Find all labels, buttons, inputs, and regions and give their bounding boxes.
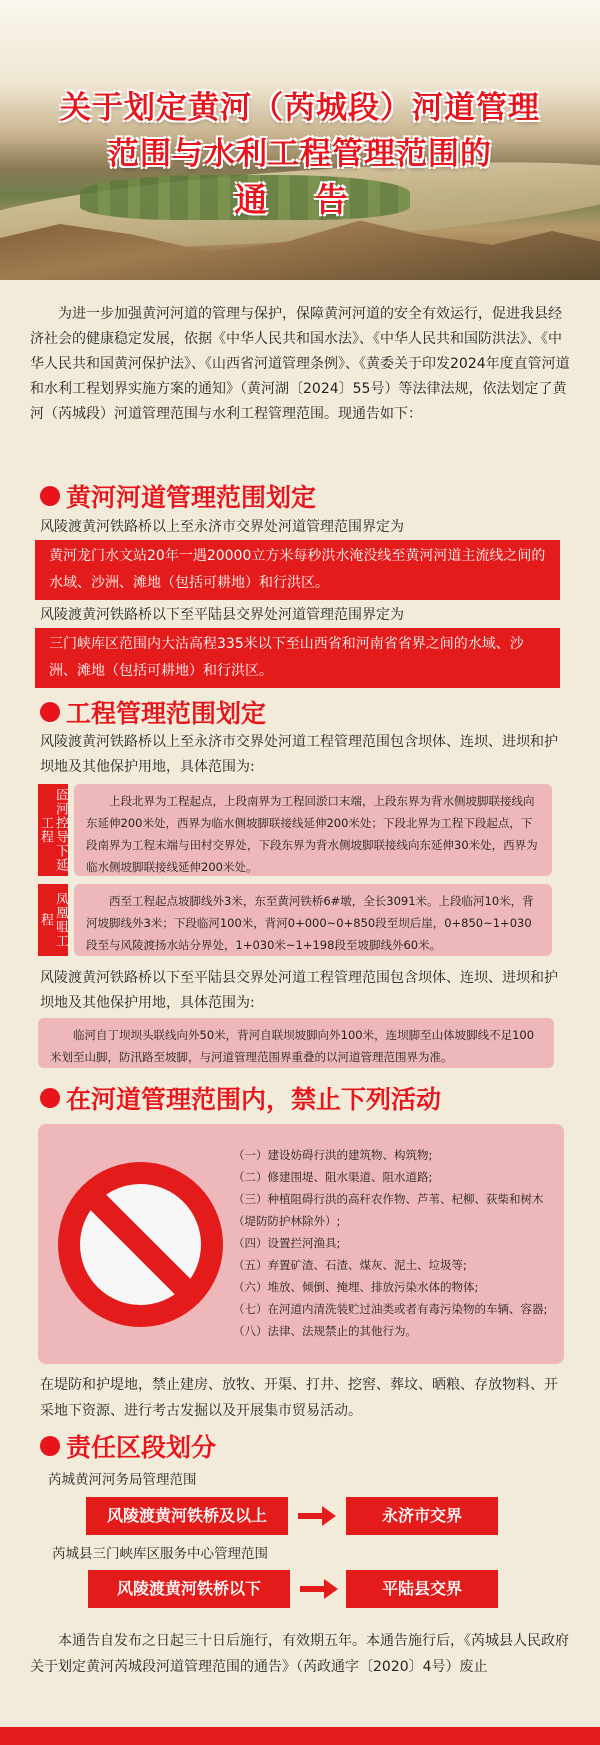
prohibition-icon xyxy=(58,1162,223,1327)
fenghuangzui-project-text: 西至工程起点坡脚线外3米，东至黄河铁桥6#墩，全长3091米。上段临河10米，背河坡脚线外3米；下段临河100米，背河0+000~0+850段至坝后崖，0+850~1+030段至与风陵渡扬水站分界处，1+030米~1+198段至坡脚线外60米。 xyxy=(74,884,552,956)
responsibility-label2: 芮城县三门峡库区服务中心管理范围 xyxy=(52,1546,268,1562)
list-item: （二）修建围堤、阻水渠道、阻水道路; xyxy=(233,1170,433,1184)
hehe-project-text: 上段北界为工程起点，上段南界为工程回淤口末端，上段东界为背水侧坡脚联接线向东延伸200米处，西界为临水侧坡脚联接线延伸200米处；下段北界为工程下段起点，下段南界为工程末端与田村交界处，下段东界为背水侧坡脚联接线向东延伸30米处，西界为临水侧坡脚联接线延伸200米处。 xyxy=(74,784,552,876)
section1-heading xyxy=(40,478,316,514)
list-item: （三）种植阻碍行洪的高秆农作物、芦苇、杞柳、荻柴和树木（堤防防护林除外）; xyxy=(233,1192,544,1228)
section4-heading xyxy=(40,1428,216,1464)
section2-heading xyxy=(40,694,266,730)
list-item: （一）建设妨碍行洪的建筑物、构筑物; xyxy=(233,1148,433,1162)
list-item: （五）弃置矿渣、石渣、煤灰、泥土、垃圾等; xyxy=(233,1258,467,1272)
header-banner xyxy=(0,0,600,280)
flow-to2: 平陆县交界 xyxy=(346,1570,498,1608)
list-item: （四）设置拦河渔具; xyxy=(233,1236,341,1250)
tag-hehe: 匼河控导下延工程 xyxy=(38,784,68,876)
red-dot-icon xyxy=(40,1088,60,1108)
page-title-line2: 范围与水利工程管理范围的 xyxy=(108,136,492,172)
red-dot-icon xyxy=(40,702,60,722)
list-item: （六）堆放、倾倒、掩埋、排放污染水体的物体; xyxy=(233,1280,479,1294)
section3-title: 在河道管理范围内，禁止下列活动 xyxy=(66,1085,442,1114)
lower-section-text: 临河自丁坝坝头联线向外50米，背河自联坝坡脚向外100米，连坝脚至山体坡脚线不足100米划至山脚，防汛路至坡脚，与河道管理范围界重叠的以河道管理范围界为准。 xyxy=(38,1018,554,1068)
section1-sub1: 风陵渡黄河铁路桥以上至永济市交界处河道管理范围界定为 xyxy=(40,519,404,535)
section4-title: 责任区段划分 xyxy=(66,1433,217,1462)
section1-box1: 黄河龙门水文站20年一遇20000立方米每秒洪水淹没线至黄河河道主流线之间的水域、沙洲、滩地（包括可耕地）和行洪区。 xyxy=(35,540,560,600)
responsibility-label1: 芮城黄河河务局管理范围 xyxy=(48,1472,197,1488)
prohibited-activities-list xyxy=(233,1144,553,1342)
closing-paragraph: 本通告自发布之日起三十日后施行，有效期五年。本通告施行后，《芮城县人民政府关于划定黄河芮城段河道管理范围的通告》（芮政通字〔2020〕4号）废止 xyxy=(30,1633,569,1675)
section1-box2: 三门峡库区范围内大沽高程335米以下至山西省和河南省省界之间的水域、沙洲、滩地（包括可耕地）和行洪区。 xyxy=(35,628,560,688)
section2-sub1: 风陵渡黄河铁路桥以上至永济市交界处河道工程管理范围包含坝体、连坝、进坝和护坝地及其他保护用地，具体范围为: xyxy=(40,734,558,775)
section2-sub2: 风陵渡黄河铁路桥以下至平陆县交界处河道工程管理范围包含坝体、连坝、进坝和护坝地及其他保护用地，具体范围为: xyxy=(40,970,558,1011)
right-arrow-icon xyxy=(300,1586,328,1592)
flow-from2: 风陵渡黄河铁桥以下 xyxy=(88,1570,290,1608)
tag-fenghuangzui: 凤凰咀工程 xyxy=(38,884,68,956)
page-title-line3: 通 告 xyxy=(234,180,366,219)
flow-to1: 永济市交界 xyxy=(346,1497,498,1535)
section1-sub2: 风陵渡黄河铁路桥以下至平陆县交界处河道管理范围界定为 xyxy=(40,607,404,623)
list-item: （七）在河道内清洗装贮过油类或者有毒污染物的车辆、容器; xyxy=(233,1302,548,1316)
red-dot-icon xyxy=(40,1436,60,1456)
red-dot-icon xyxy=(40,486,60,506)
section3-heading xyxy=(40,1080,441,1116)
section2-title: 工程管理范围划定 xyxy=(66,699,267,728)
prohibition-panel xyxy=(38,1124,564,1364)
section1-title: 黄河河道管理范围划定 xyxy=(66,483,317,512)
right-arrow-icon xyxy=(298,1513,326,1519)
list-item: （八）法律、法规禁止的其他行为。 xyxy=(233,1324,417,1338)
flow-from1: 风陵渡黄河铁桥及以上 xyxy=(86,1497,288,1535)
page-title-line1: 关于划定黄河（芮城段）河道管理 xyxy=(60,90,540,126)
footer-bar xyxy=(0,1727,600,1745)
embankment-note: 在堤防和护堤地，禁止建房、放牧、开渠、打井、挖窖、葬坟、晒粮、存放物料、开采地下资源、进行考古发掘以及开展集市贸易活动。 xyxy=(40,1377,558,1419)
intro-paragraph: 为进一步加强黄河河道的管理与保护，保障黄河河道的安全有效运行，促进我县经济社会的健康稳定发展，依据《中华人民共和国水法》、《中华人民共和国防洪法》、《中华人民共和国黄河保护法》、《山西省河道管理条例》、《黄委关于印发2024年度直管河道和水利工程划界实施方案的通知》（黄河湖〔2024〕55号）等法律法规，依法划定了黄河（芮城段）河道管理范围与水利工程管理范围。现通告如下： xyxy=(30,306,570,422)
